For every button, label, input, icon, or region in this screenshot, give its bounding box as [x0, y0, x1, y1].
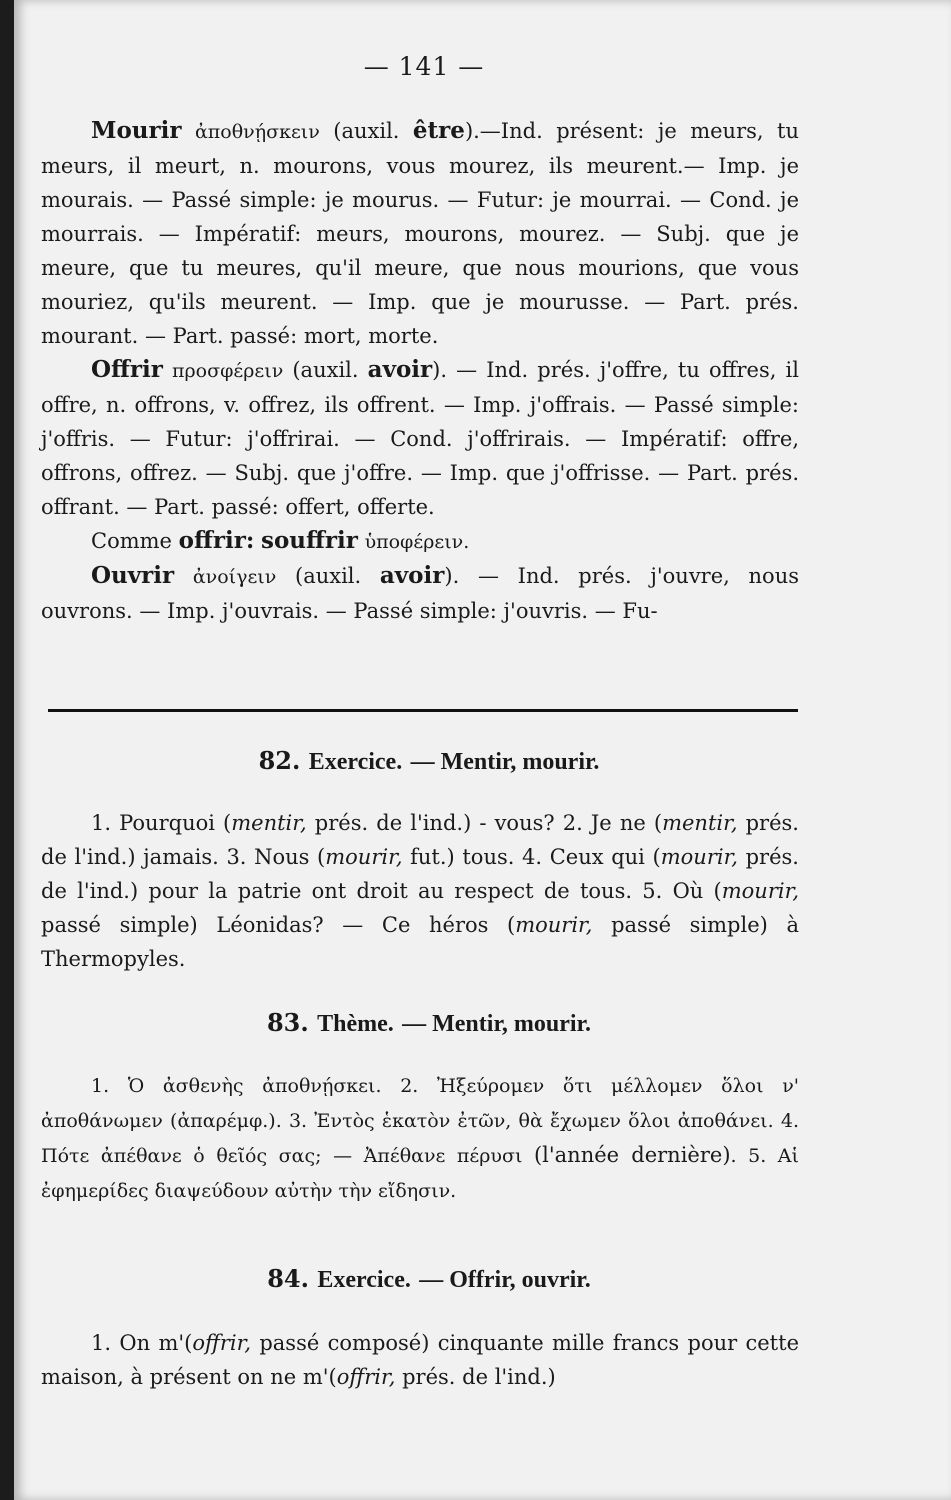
section-divider: [48, 709, 798, 712]
conjugation-text: ). — Ind. prés. j'ouvre, nous ouvrons. — Imp. j'ouvrais. — Passé simple: j'ouvris. — Fu-: [41, 564, 799, 623]
text-fragment: prés. de l'ind.) pour la patrie ont droit au respect de tous. 5. Où (: [41, 845, 799, 903]
book-page: [14, 0, 951, 1500]
aux-verb: avoir: [367, 356, 433, 383]
paragraph-mourir: [41, 114, 799, 353]
greek-mourir: ἀποθνῄσκειν: [194, 121, 320, 143]
theme-83-text: [41, 1068, 799, 1208]
verb-prompt: mentir,: [662, 811, 738, 835]
comme-prefix: Comme: [91, 529, 179, 553]
text-fragment: passé composé) cinquante mille francs pour cette maison, à présent on ne m'(: [41, 1331, 799, 1389]
page-number: — 141 —: [363, 52, 485, 81]
verb-prompt: mourir,: [325, 845, 403, 869]
exercise-82-text: [41, 806, 799, 976]
verb-offrir: Offrir: [91, 356, 163, 383]
verb-prompt: mentir,: [231, 811, 307, 835]
exercise-topic: — Offrir, ouvrir.: [419, 1267, 591, 1293]
text-fragment: passé simple) Léonidas? — Ce héros (: [41, 913, 516, 937]
verb-mourir: Mourir: [91, 117, 182, 144]
verb-prompt: mourir,: [721, 879, 799, 903]
text-fragment: passé simple) à Thermopyles.: [41, 913, 799, 971]
theme-83-paragraph: [41, 1068, 799, 1208]
aux-verb: être: [412, 117, 465, 144]
verb-souffrir: souffrir: [261, 527, 358, 554]
exercise-84-text: [41, 1326, 799, 1394]
greek-text: 1. Ὁ ἀσθενὴς ἀποθνῄσκει. 2. Ἠξεύρομεν ὅτι μέλλομεν ὅλοι ν' ἀποθάνωμεν (ἀπαρέμφ.). 3. Ἐντὸς ἑκατὸν ἐτῶν, θὰ ἔχωμεν ὅλοι ἀποθάνει. 4. Πότε ἀπέθανε ὁ θεῖός σας; — Ἀπέθανε πέρυσι: [41, 1075, 799, 1167]
paragraph-comme: [41, 524, 799, 559]
text-fragment: prés. de l'ind.): [395, 1365, 556, 1389]
text-fragment: 1. On m'(: [91, 1331, 193, 1355]
text-fragment: 1. Pourquoi (: [91, 811, 232, 835]
theme-label: Thème.: [317, 1011, 394, 1037]
exercise-number: 82.: [258, 746, 301, 775]
theme-topic: — Mentir, mourir.: [402, 1011, 591, 1037]
exercise-84-paragraph: [41, 1326, 799, 1394]
model-verb: offrir:: [178, 527, 255, 554]
heading-exercise-82: [14, 746, 844, 776]
aux-open: (auxil.: [276, 564, 380, 588]
verb-prompt: mourir,: [660, 845, 738, 869]
conjugation-text: ).—Ind. présent: je meurs, tu meurs, il meurt, n. mourons, vous mourez, ils meurent.— Imp. je mourais. — Passé simple: je mourus. — Futur: je mourrai. — Cond. je mourrais. — Impératif: meurs, mourons, mourez. — Subj. que je meure, que tu meures, qu'il meure, que nous mourions, que vous mouriez, qu'ils meurent. — Imp. que je mourusse. — Part. prés. mourant. — Part. passé: mort, morte.: [41, 119, 799, 348]
theme-number: 83.: [266, 1008, 309, 1037]
verb-prompt: offrir,: [336, 1365, 396, 1389]
french-gloss: (l'année dernière): [533, 1143, 731, 1167]
heading-theme-83: [14, 1008, 844, 1038]
text-fragment: prés. de l'ind.) - vous? 2. Je ne (: [306, 811, 663, 835]
greek-text: . 5. Αἱ ἐφημερίδες διαψεύδουν αὐτὴν τὴν εἴδησιν.: [41, 1145, 799, 1202]
verb-prompt: offrir,: [192, 1331, 252, 1355]
text-fragment: prés. de l'ind.) jamais. 3. Nous (: [41, 811, 799, 869]
greek-offrir: προσφέρειν: [172, 360, 284, 382]
greek-souffrir: ὑποφέρειν.: [364, 531, 470, 553]
conjugation-text: ). — Ind. prés. j'offre, tu offres, il offre, n. offrons, v. offrez, ils offrent. — Imp. j'offrais. — Passé simple: j'offris. — Futur: j'offrirai. — Cond. j'offrirais. — Impératif: offre, offrons, offrez. — Subj. que j'offre. — Imp. que j'offrisse. — Part. prés. offrant. — Part. passé: offert, offerte.: [41, 358, 799, 519]
exercise-topic: — Mentir, mourir.: [410, 749, 600, 775]
conjugation-section: [41, 114, 799, 628]
aux-verb: avoir: [379, 562, 445, 589]
greek-ouvrir: ἀνοίγειν: [192, 566, 277, 588]
verb-ouvrir: Ouvrir: [91, 562, 175, 589]
paragraph-offrir: [41, 353, 799, 524]
text-fragment: fut.) tous. 4. Ceux qui (: [402, 845, 661, 869]
heading-exercise-84: [14, 1264, 844, 1294]
aux-open: (auxil.: [283, 358, 368, 382]
paragraph-ouvrir: [41, 559, 799, 628]
exercise-label: Exercice.: [308, 749, 403, 775]
exercise-number: 84.: [267, 1264, 309, 1293]
verb-prompt: mourir,: [515, 913, 593, 937]
exercise-label: Exercice.: [317, 1267, 411, 1293]
aux-open: (auxil.: [333, 119, 413, 143]
exercise-82-paragraph: [41, 806, 799, 976]
